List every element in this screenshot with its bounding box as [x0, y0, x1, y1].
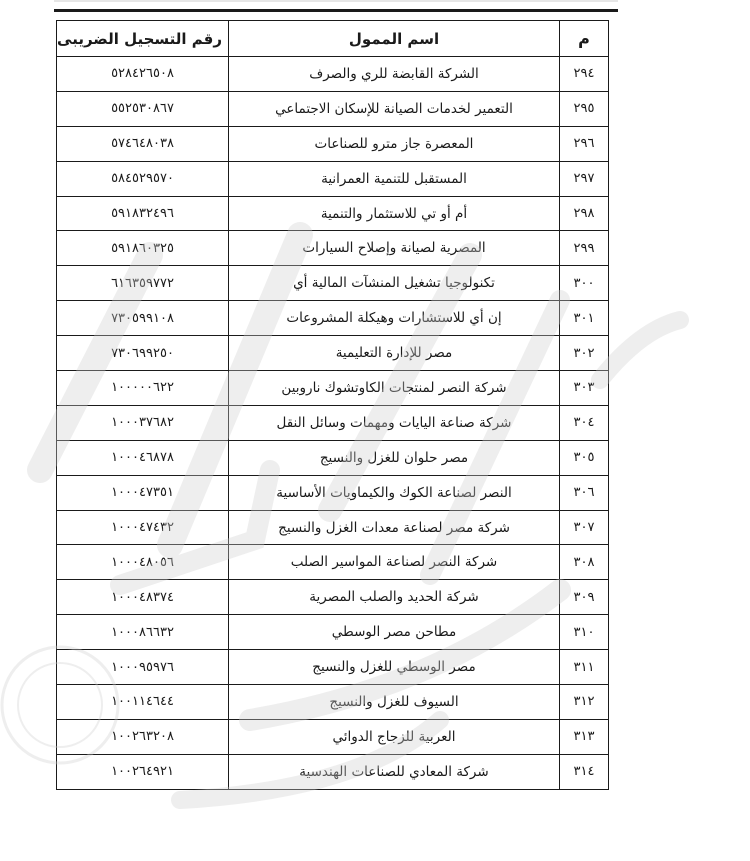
taxpayer-name: السيوف للغزل والنسيج: [229, 685, 560, 720]
row-number: ٣٠٤: [560, 405, 609, 440]
table-row: [57, 685, 609, 720]
row-number: ٣٠٦: [560, 475, 609, 510]
tax-registration-number: ٥٨٤٥٢٩٥٧٠: [57, 161, 229, 196]
tax-registration-number: ٧٣٠٥٩٩١٠٨: [57, 301, 229, 336]
row-number: ٢٩٥: [560, 91, 609, 126]
tax-registration-number: ١٠٠٠٩٥٩٧٦: [57, 650, 229, 685]
row-number: ٣٠٨: [560, 545, 609, 580]
table-body: [57, 57, 609, 790]
taxpayer-name: تكنولوجيا تشغيل المنشآت المالية أي: [229, 266, 560, 301]
row-number: ٣١٤: [560, 754, 609, 789]
table-row: [57, 371, 609, 406]
tax-registration-number: ١٠٠٢٦٤٩٢١: [57, 754, 229, 789]
table-row: [57, 231, 609, 266]
tax-registration-number: ١٠٠٠٠٠٦٢٢: [57, 371, 229, 406]
taxpayer-name: مطاحن مصر الوسطي: [229, 615, 560, 650]
taxpayer-name: الشركة القابضة للري والصرف: [229, 57, 560, 92]
table-row: [57, 266, 609, 301]
table-row: [57, 615, 609, 650]
taxpayer-name: شركة النصر لصناعة المواسير الصلب: [229, 545, 560, 580]
tax-registration-number: ١٠٠٠٨٦٦٣٢: [57, 615, 229, 650]
header-number: م: [560, 21, 609, 57]
row-number: ٢٩٨: [560, 196, 609, 231]
taxpayer-name: شركة الحديد والصلب المصرية: [229, 580, 560, 615]
row-number: ٣٠٧: [560, 510, 609, 545]
taxpayer-name: النصر لصناعة الكوك والكيماويات الأساسية: [229, 475, 560, 510]
row-number: ٢٩٧: [560, 161, 609, 196]
table-row: [57, 580, 609, 615]
row-number: ٣١١: [560, 650, 609, 685]
table-row: [57, 301, 609, 336]
row-number: ٢٩٩: [560, 231, 609, 266]
tax-registration-number: ١٠٠٠٤٧٤٣٢: [57, 510, 229, 545]
taxpayer-name: مصر الوسطي للغزل والنسيج: [229, 650, 560, 685]
row-number: ٣٠٢: [560, 336, 609, 371]
tax-registration-number: ٥٩١٨٣٢٤٩٦: [57, 196, 229, 231]
taxpayer-name: إن أي للاستشارات وهيكلة المشروعات: [229, 301, 560, 336]
table-row: [57, 545, 609, 580]
row-number: ٣٠٠: [560, 266, 609, 301]
taxpayer-register-table: [56, 20, 609, 790]
table-row: [57, 650, 609, 685]
top-rule-shadow: [54, 0, 618, 2]
tax-registration-number: ١٠٠٠٤٨٠٥٦: [57, 545, 229, 580]
row-number: ٣١٣: [560, 719, 609, 754]
taxpayer-name: مصر للإدارة التعليمية: [229, 336, 560, 371]
tax-registration-number: ١٠٠٠٣٧٦٨٢: [57, 405, 229, 440]
row-number: ٣١٠: [560, 615, 609, 650]
table-row: [57, 161, 609, 196]
tax-registration-number: ٥٧٤٦٤٨٠٣٨: [57, 126, 229, 161]
tax-registration-number: ١٠٠٠٤٧٣٥١: [57, 475, 229, 510]
row-number: ٣٠٩: [560, 580, 609, 615]
table-row: [57, 440, 609, 475]
row-number: ٢٩٦: [560, 126, 609, 161]
table-row: [57, 754, 609, 789]
row-number: ٢٩٤: [560, 57, 609, 92]
table-row: [57, 336, 609, 371]
row-number: ٣١٢: [560, 685, 609, 720]
tax-registration-number: ١٠٠٠٤٨٣٧٤: [57, 580, 229, 615]
taxpayer-name: شركة صناعة اليايات ومهمات وسائل النقل: [229, 405, 560, 440]
taxpayer-name: مصر حلوان للغزل والنسيج: [229, 440, 560, 475]
table-header: [57, 21, 609, 57]
table-row: [57, 126, 609, 161]
taxpayer-name: أم أو تي للاستثمار والتنمية: [229, 196, 560, 231]
table-row: [57, 91, 609, 126]
tax-registration-number: ٥٢٨٤٢٦٥٠٨: [57, 57, 229, 92]
taxpayer-name: شركة النصر لمنتجات الكاوتشوك ناروبين: [229, 371, 560, 406]
taxpayer-name: المعصرة جاز مترو للصناعات: [229, 126, 560, 161]
table-row: [57, 196, 609, 231]
row-number: ٣٠٥: [560, 440, 609, 475]
header-row: [57, 21, 609, 57]
taxpayer-name: التعمير لخدمات الصيانة للإسكان الاجتماعي: [229, 91, 560, 126]
taxpayer-name: العربية للزجاج الدوائي: [229, 719, 560, 754]
table-row: [57, 57, 609, 92]
taxpayer-name: المصرية لصيانة وإصلاح السيارات: [229, 231, 560, 266]
header-tax-registration-number: رقم التسجيل الضريبى: [57, 21, 229, 57]
tax-registration-number: ٥٩١٨٦٠٣٢٥: [57, 231, 229, 266]
table-row: [57, 719, 609, 754]
header-taxpayer-name: اسم الممول: [229, 21, 560, 57]
taxpayer-name: شركة المعادي للصناعات الهندسية: [229, 754, 560, 789]
tax-registration-number: ١٠٠١١٤٦٤٤: [57, 685, 229, 720]
tax-registration-number: ٧٣٠٦٩٩٢٥٠: [57, 336, 229, 371]
row-number: ٣٠١: [560, 301, 609, 336]
taxpayer-name: المستقبل للتنمية العمرانية: [229, 161, 560, 196]
table-row: [57, 510, 609, 545]
table-row: [57, 405, 609, 440]
table-row: [57, 475, 609, 510]
top-rule: [54, 9, 618, 12]
tax-registration-number: ٦١٦٣٥٩٧٧٢: [57, 266, 229, 301]
taxpayer-name: شركة مصر لصناعة معدات الغزل والنسيج: [229, 510, 560, 545]
tax-registration-number: ١٠٠٢٦٣٢٠٨: [57, 719, 229, 754]
tax-registration-number: ١٠٠٠٤٦٨٧٨: [57, 440, 229, 475]
row-number: ٣٠٣: [560, 371, 609, 406]
tax-registration-number: ٥٥٢٥٣٠٨٦٧: [57, 91, 229, 126]
